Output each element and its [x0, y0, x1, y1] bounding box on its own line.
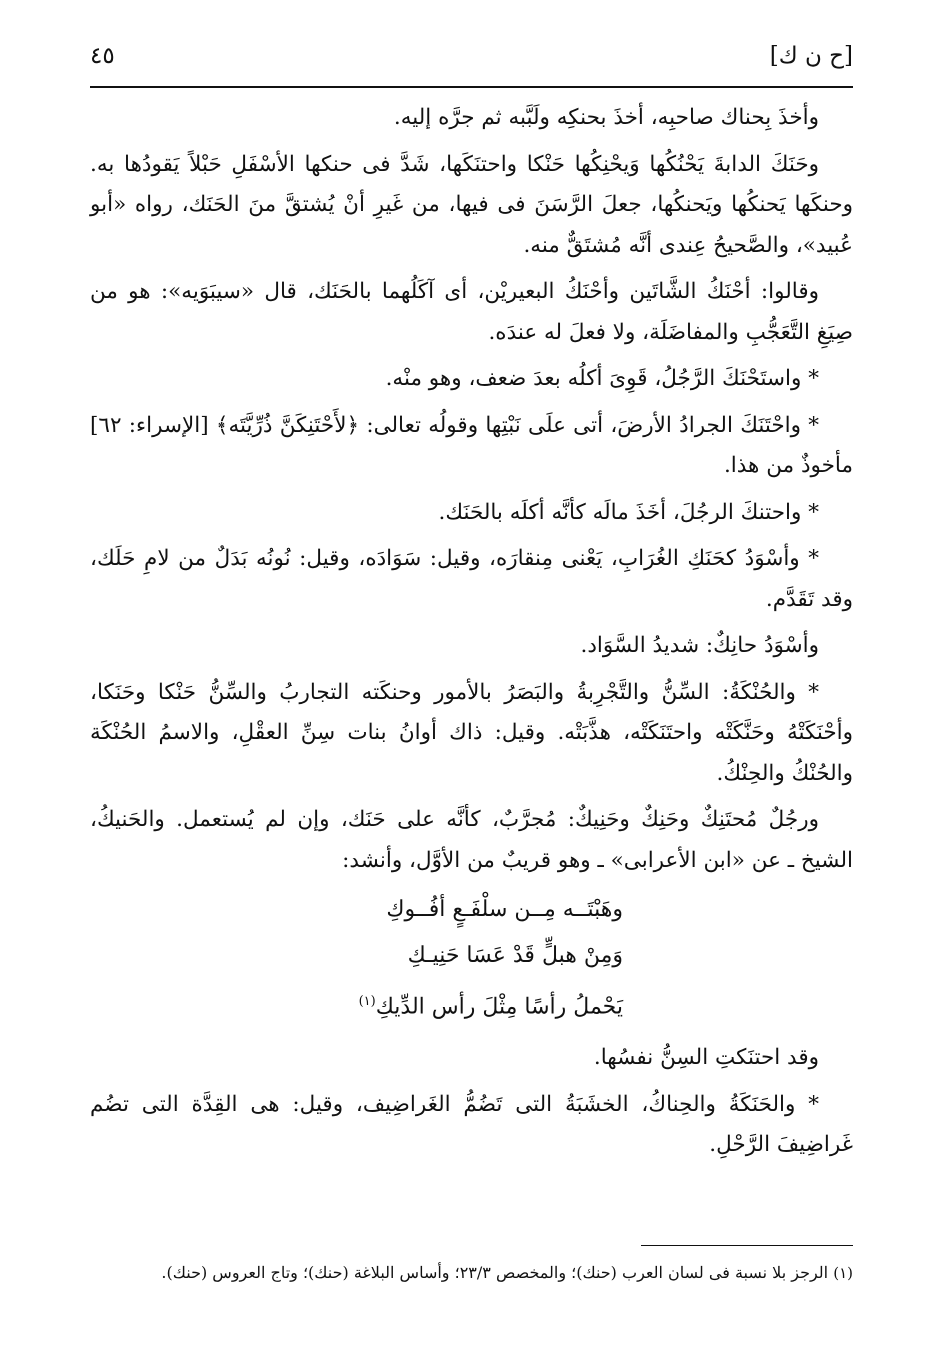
paragraph: وأسْوَدُ حانِكٌ: شديدُ السَّوَاد.: [580, 633, 819, 658]
footnotes: [90, 1258, 853, 1288]
page-number: ٤٥: [90, 43, 115, 69]
page-header: [90, 38, 853, 74]
paragraph: * واحْتَنَكَ الجرادُ الأرضَ، أتى علَى نَبْتِها وقولُه تعالى: ﴿لأَحْتَنِكَنَّ ذُرِّيَّتَه﴾ [الإسراء: ٦٢] مأخوذٌ من هذا.: [90, 412, 853, 478]
footnote-reference: (١): [358, 994, 376, 1009]
paragraph: ورجُلٌ مُحتَنِكٌ وحَنِكٌ وحَنِيكٌ: مُجرَّبٌ، كأنَّه على حَنَك، وإن لم يُستعمل. والحَنيكُ، الشيخ ـ عن «ابن الأعرابى» ـ وهو قريبٌ من الأوَّل، وأنشد:: [90, 807, 853, 873]
verse-line: وهَبْتَــه مِــن سلْفَـعٍ أفُــوكِ: [386, 897, 623, 922]
paragraph: وحَنَكَ الدابةَ يَحْنُكُها وَيحْنِكُها حَنْكا واحتنَكَها، شَدَّ فى حنكها الأسْفَلِ حَبْلاً يَقودُها به. وحنكَها يَحنكُها ويَحنكُها، جعلَ الرَّسَنَ فى فيها، من غَيرِ أنْ يُشتقَّ منَ الحَنَك، رواه «أبو عُبيد»، والصَّحيحُ عِندى أنَّه مُشتَقٌّ منه.: [90, 151, 853, 258]
book-page: [90, 0, 853, 1371]
poem-verse: [90, 887, 853, 1030]
paragraph: وأخذَ بِحناك صاحبِه، أخذَ بحنكِه ولَبَّبه ثم جرَّه إليه.: [393, 105, 819, 130]
verse-line-with-note: [90, 979, 623, 1030]
paragraph: وقد احتنَكتِ السِنُّ نفسُها.: [593, 1045, 819, 1071]
paragraph: * واحتنكَ الرجُلَ، أخَذَ مالَه كأنَّه أكلَه بالحَنَك.: [438, 499, 819, 525]
header-rule: [90, 86, 853, 88]
verse-line: وَمِنْ هبلٍّ قَدْ عَسَا حَنِيـكِ: [407, 943, 623, 968]
footnote: [90, 1258, 853, 1288]
paragraph: * واستَحْنَكَ الرَّجُلُ، قَوِىَ أكلُه بعدَ ضعف، وهو منْه.: [385, 366, 819, 391]
root-heading: [ح ن ك]: [769, 43, 853, 69]
paragraph: * وأسْوَدُ كحَنَكِ الغُرَابِ، يَعْنى مِنقارَه، وقيل: سَوَادَه، وقيل: نُونُه بَدَلٌ من لامِ حَلَك، وقد تَقَدَّم.: [90, 546, 853, 612]
paragraph: * والحُنْكَةُ: السِّنُّ والتَّجْرِبةُ والبَصَرُ بالأمور وحنكَته التجاربُ والسِّنُّ حَنْكا وحَنَكا، وأحْنَكَتْهُ وحَنَّكَتْه واحتَنَكَتْه، هذَّبَتْه. وقيل: ذاك أوانُ بنات سِنِّ العقْلِ، والاسمُ الحُنْكَة والحُنْكُ والحِنْكُ.: [90, 679, 853, 786]
paragraph: وقالوا: أحْنَكُ الشَّاتَين وأحْنَكُ البعيريْن، أى آكَلُهما بالحَنَك، قال «سيبَوَيه»: هو من صِيَغِ التَّعَجُّبِ والمفاضَلَة، ولا فعلَ له عندَه.: [90, 279, 853, 345]
verse-line-text: يَحْملُ رأسًا مِثْلَ رأس الدِّيكِ: [375, 994, 623, 1020]
main-text: [90, 98, 853, 1172]
paragraph: * والحَنَكَةُ والحِناكُ، الخشَبَةُ التى تَضُمُّ الغَراضِيف، وقيل: هى القِدَّة التى تضُم غَراضِيفَ الرَّحْلِ.: [90, 1091, 853, 1158]
footnote-rule: [641, 1245, 853, 1246]
footnote-text: الرجز بلا نسبة فى لسان العرب (حنك)؛ والمخصص ٢٣/٣؛ وأساس البلاغة (حنك)؛ وتاج العروس (حنك).: [161, 1263, 829, 1282]
footnote-number: (١): [833, 1264, 853, 1282]
